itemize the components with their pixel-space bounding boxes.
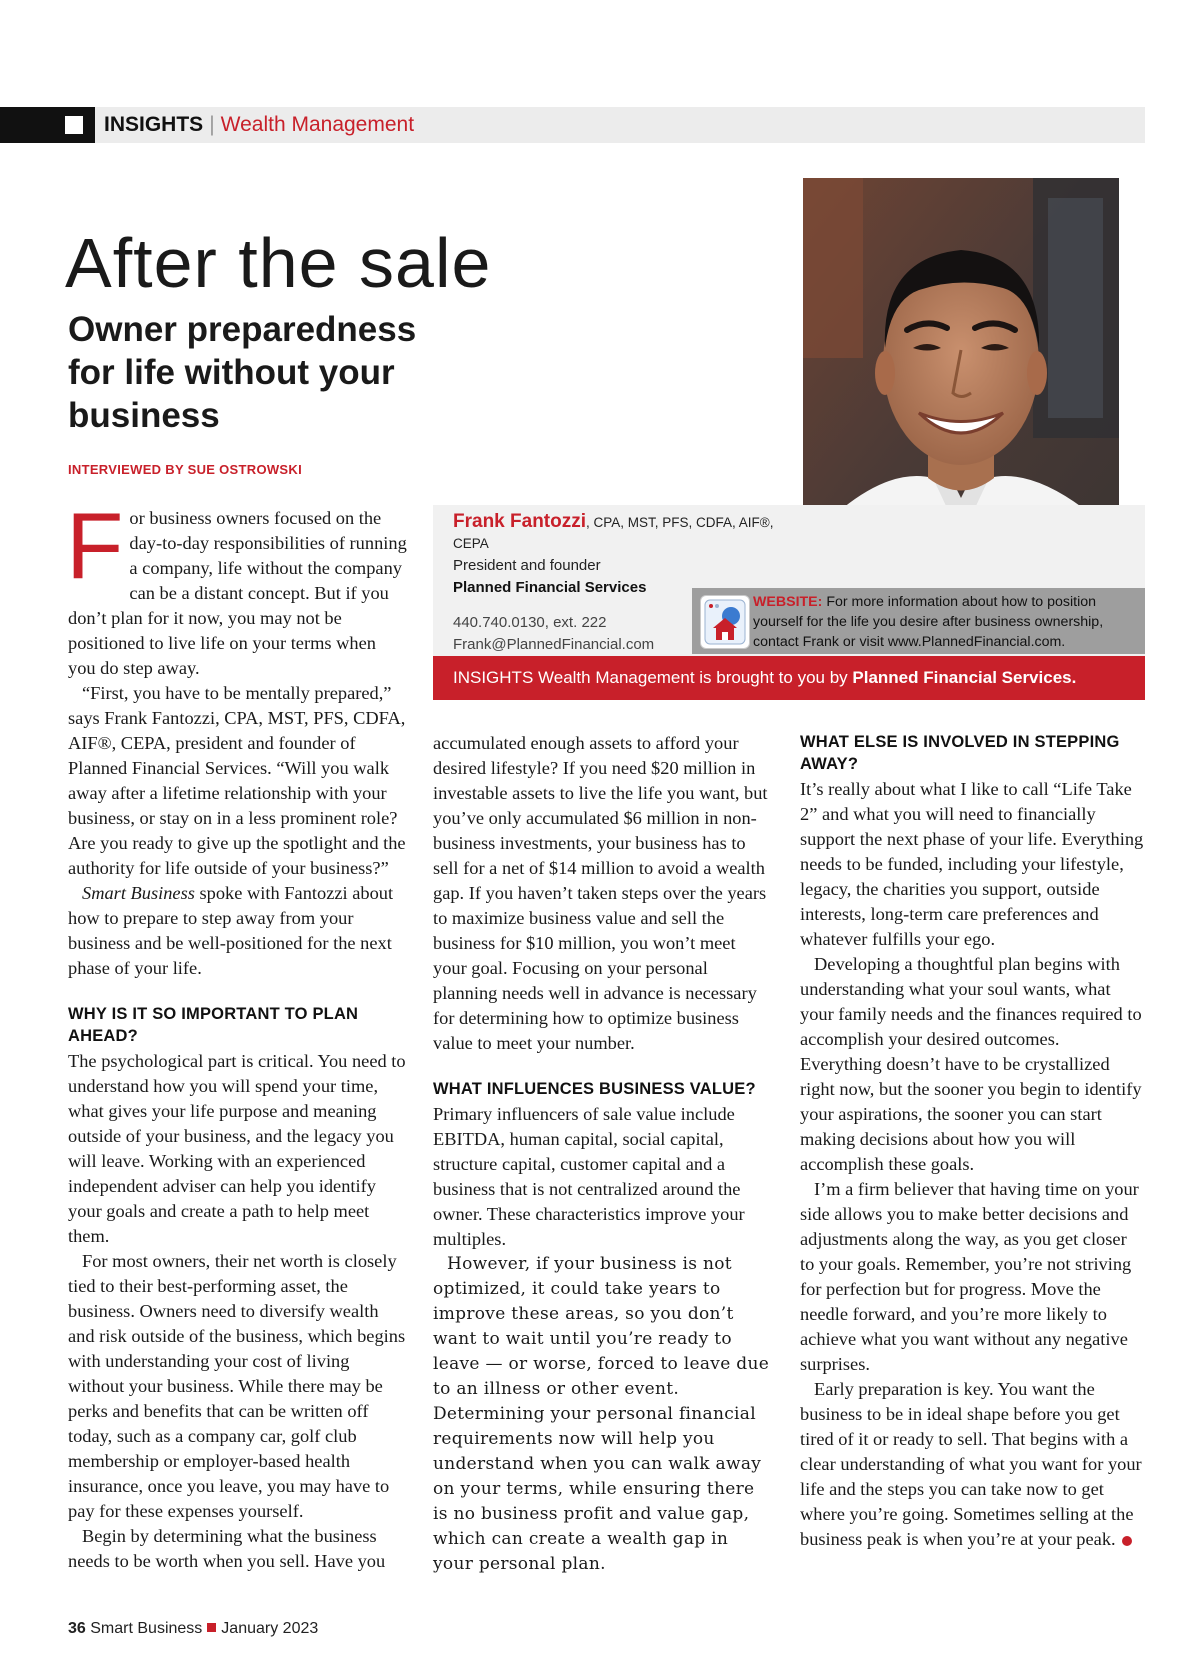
article-byline: INTERVIEWED BY SUE OSTROWSKI xyxy=(68,462,303,477)
contact-phone: 440.740.0130, ext. 222 xyxy=(453,614,607,631)
article-subtitle: Owner preparedness for life without your business xyxy=(68,310,417,435)
section-separator: | xyxy=(209,113,215,136)
section-square-icon xyxy=(65,116,83,134)
body-paragraph: The psychological part is critical. You need to understand how you will spend your time, what gives your life purpose and meaning outside of your business, and the legacy you will leave. Working with an experienced independent adviser can help you identify your goals and create a path to help meet them. xyxy=(68,1051,406,1246)
body-paragraph: However, if your business is not optimized, it could take years to improve these areas, so you don’t want to wait until you’re ready to leave — or worse, forced to leave due to an illness or other event. Determining your personal financial requirements now will help you understand when you can walk away on your terms, while ensuring there is no business profit and value gap, which can create a wealth gap in your personal plan. xyxy=(433,1254,770,1574)
body-paragraph: accumulated enough assets to afford your desired lifestyle? If you need $20 million in investable assets to live the life you want, but you’ve only accumulated $6 million in non-business investments, your business has to sell for a net of $14 million to avoid a wealth gap. If you haven’t taken steps over the years to maximize business value and sell the business for $10 million, you won’t meet your goal. Focusing on your personal planning needs well in advance is necessary for determining how to optimize business value to meet your number. xyxy=(433,733,768,1053)
magazine-name: Smart Business xyxy=(82,883,195,903)
contact-name: Frank Fantozzi xyxy=(453,511,587,532)
subsection-label: Wealth Management xyxy=(220,113,415,136)
closing-text: Early preparation is key. You want the business to be in ideal shape before you get tired of it or ready to sell. That begins with a clear understanding of what you want for your life and the steps you can take now to get where you’re going. Sometimes selling at the business peak is when you’re at your peak. xyxy=(800,1379,1142,1549)
sponsor-name: Planned Financial Services. xyxy=(852,668,1077,687)
page-number: 36 xyxy=(68,1620,86,1637)
drop-cap: F xyxy=(66,493,124,598)
website-label: WEBSITE: xyxy=(753,594,823,610)
section-heading: WHAT ELSE IS INVOLVED IN STEPPING AWAY? xyxy=(800,733,1120,773)
contact-role: President and founder xyxy=(453,557,601,574)
website-description[interactable]: For more information about how to position yourself for the life you desire after business ownership, contact Frank or visit www.PlannedFinancial.com. xyxy=(753,594,1104,650)
contact-name-line xyxy=(453,511,783,554)
body-text: spoke with Fantozzi about how to prepare to step away from your business and be well-positioned for the next phase of your life. xyxy=(68,883,394,978)
contact-credentials: , CPA, MST, PFS, CDFA, AIF®, CEPA xyxy=(453,515,774,551)
body-paragraph xyxy=(68,881,408,981)
magazine-title: Smart Business xyxy=(90,1620,203,1637)
website-text xyxy=(753,592,1148,652)
body-paragraph: Primary influencers of sale value include EBITDA, human capital, social capital, structure capital, customer capital and a business that is not centralized around the owner. These characteristics improve your multiples. xyxy=(433,1104,745,1249)
issue-date: January 2023 xyxy=(221,1620,319,1637)
section-heading: WHAT INFLUENCES BUSINESS VALUE? xyxy=(433,1080,756,1098)
section-label: INSIGHTS xyxy=(104,113,204,136)
body-paragraph xyxy=(800,1377,1145,1552)
body-paragraph: “First, you have to be mentally prepared,” says Frank Fantozzi, CPA, MST, PFS, CDFA, AIF®, CEPA, president and founder of Planned Financial Services. “Will you walk away after a lifetime relationship with your business, or stay on in a less prominent role? Are you ready to give up the spotlight and the authority for life outside of your business?” xyxy=(68,683,406,878)
article-title: After the sale xyxy=(65,224,492,302)
article-column-1 xyxy=(66,493,408,1574)
body-paragraph: It’s really about what I like to call “Life Take 2” and what you will need to financially support the next phase of your life. Everything needs to be funded, including your lifestyle, legacy, the charities you support, outside interests, long-term care preferences and whatever fulfills your ego. xyxy=(800,779,1144,949)
section-heading: WHY IS IT SO IMPORTANT TO PLAN AHEAD? xyxy=(68,1005,359,1045)
sponsor-prefix: INSIGHTS Wealth Management is brought to you by xyxy=(453,668,853,687)
body-paragraph: Developing a thoughtful plan begins with understanding what your soul wants, what your family needs and the finances required to accomplish your desired outcomes. Everything doesn’t have to be crystallized right now, but the sooner you begin to identify your aspirations, the sooner you can start making decisions about how you will accomplish these goals. xyxy=(800,954,1142,1174)
body-paragraph: I’m a firm believer that having time on your side allows you to make better decisions and adjustments along the way, as you get closer to your goals. Remember, you’re not striving for perfection but for progress. Move the needle forward, and you’re more likely to achieve what you want without any negative surprises. xyxy=(800,1179,1139,1374)
article-column-3 xyxy=(800,731,1145,1552)
intro-paragraph xyxy=(66,493,408,681)
body-paragraph: Begin by determining what the business needs to be worth when you sell. Have you xyxy=(68,1526,386,1571)
contact-email[interactable]: Frank@PlannedFinancial.com xyxy=(453,636,655,653)
contact-company: Planned Financial Services xyxy=(453,579,647,596)
sponsor-line xyxy=(453,666,1076,690)
intro-text: or business owners focused on the day-to-day responsibilities of running a company, life without the company can be a distant concept. But if you don’t plan for it now, you may not be positioned to live life on your terms when you do step away. xyxy=(68,508,407,678)
page-footer xyxy=(68,1618,318,1640)
house-globe-icon xyxy=(700,595,750,649)
end-mark-icon xyxy=(1122,1536,1132,1546)
footer-square-icon xyxy=(207,1623,216,1632)
body-paragraph: For most owners, their net worth is closely tied to their best-performing asset, the business. Owners need to diversify wealth and risk outside of the business, which begins with understanding your cost of living without your business. While there may be perks and benefits that can be written off today, such as a company car, golf club membership or employer-based health insurance, once you leave, you may have to pay for these expenses yourself. xyxy=(68,1251,406,1521)
article-column-2 xyxy=(433,731,773,1577)
section-header xyxy=(104,111,414,139)
